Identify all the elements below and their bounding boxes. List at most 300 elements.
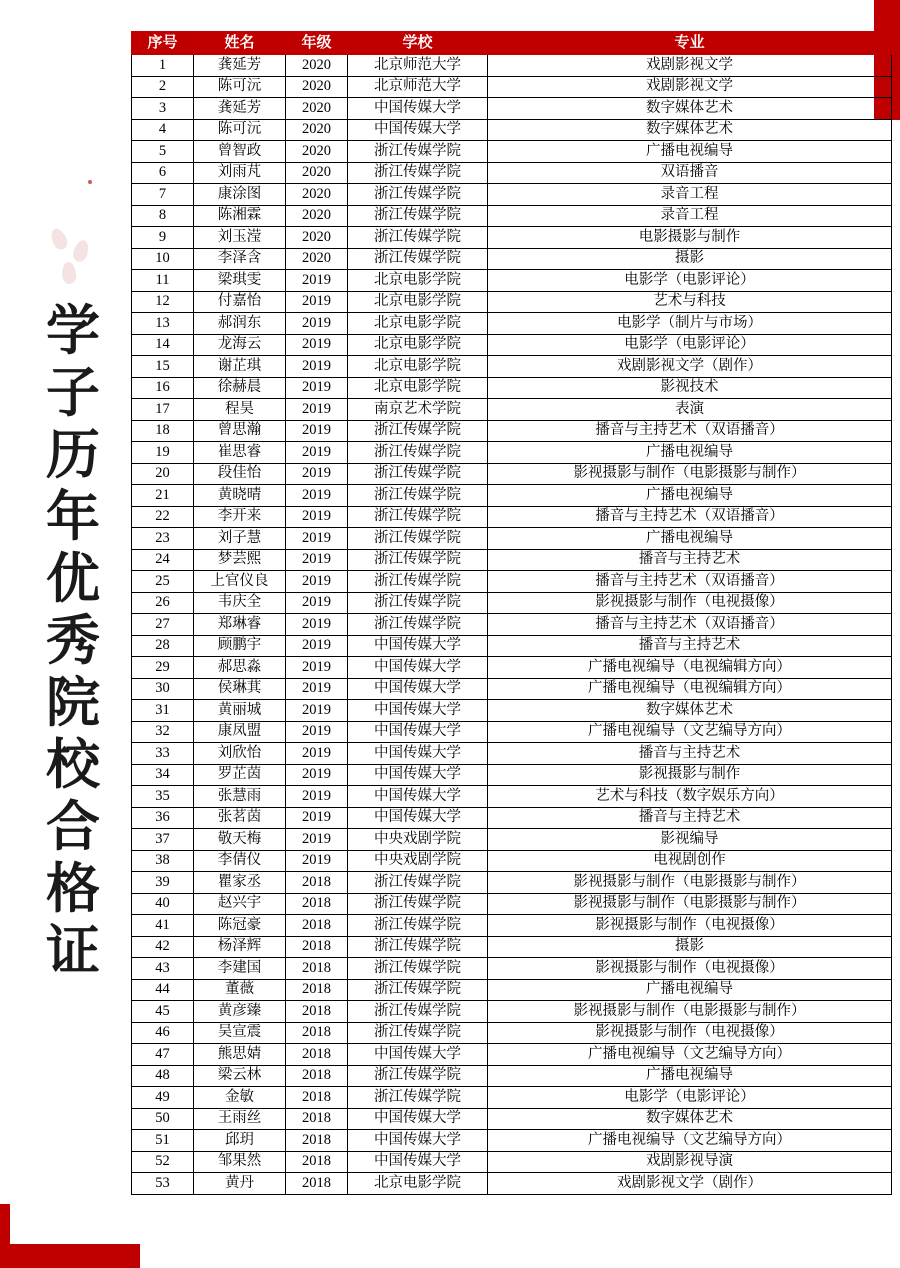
decorative-dot [88,180,92,184]
table-row [132,614,892,636]
cell-school: 浙江传媒学院 [348,184,488,206]
cell-year: 2018 [286,936,348,958]
table-row [132,549,892,571]
cell-name: 李泽含 [194,248,286,270]
cell-index: 31 [132,700,194,722]
table-row [132,721,892,743]
cell-year: 2019 [286,356,348,378]
cell-school: 北京电影学院 [348,356,488,378]
cell-year: 2018 [286,979,348,1001]
cell-major: 播音与主持艺术（双语播音） [488,420,892,442]
cell-name: 刘玉滢 [194,227,286,249]
table-row [132,485,892,507]
table-row [132,463,892,485]
table-row [132,270,892,292]
cell-school: 中国传媒大学 [348,1044,488,1066]
cell-index: 8 [132,205,194,227]
cell-name: 徐赫晨 [194,377,286,399]
table-row [132,119,892,141]
cell-index: 27 [132,614,194,636]
cell-major: 影视摄影与制作（电视摄像） [488,1022,892,1044]
table-row [132,442,892,464]
cell-school: 北京电影学院 [348,334,488,356]
table-row [132,356,892,378]
decorative-petal-icon [48,226,70,252]
table-body [132,55,892,1195]
table-row [132,55,892,77]
cell-year: 2018 [286,1065,348,1087]
table-row [132,162,892,184]
cell-index: 53 [132,1173,194,1195]
column-header-major: 专业 [488,32,892,55]
cell-major: 广播电视编导（文艺编导方向） [488,1130,892,1152]
cell-school: 中国传媒大学 [348,764,488,786]
cell-major: 摄影 [488,936,892,958]
cell-index: 12 [132,291,194,313]
cell-major: 艺术与科技（数字娱乐方向） [488,786,892,808]
cell-year: 2020 [286,141,348,163]
cell-school: 浙江传媒学院 [348,485,488,507]
table-row [132,377,892,399]
records-table-container [131,31,891,1195]
cell-year: 2019 [286,506,348,528]
cell-name: 梁云林 [194,1065,286,1087]
cell-name: 董薇 [194,979,286,1001]
cell-major: 电影摄影与制作 [488,227,892,249]
cell-name: 陈可沅 [194,76,286,98]
cell-year: 2019 [286,592,348,614]
cell-index: 11 [132,270,194,292]
cell-index: 1 [132,55,194,77]
cell-major: 戏剧影视导演 [488,1151,892,1173]
cell-school: 中国传媒大学 [348,700,488,722]
cell-school: 中国传媒大学 [348,678,488,700]
cell-school: 中国传媒大学 [348,721,488,743]
cell-year: 2019 [286,442,348,464]
cell-name: 付嘉怡 [194,291,286,313]
cell-index: 43 [132,958,194,980]
cell-year: 2019 [286,528,348,550]
table-row [132,334,892,356]
cell-major: 戏剧影视文学（剧作） [488,356,892,378]
table-row [132,1044,892,1066]
cell-name: 李开来 [194,506,286,528]
table-row [132,141,892,163]
cell-major: 影视技术 [488,377,892,399]
table-row [132,1001,892,1023]
cell-major: 广播电视编导 [488,485,892,507]
table-row [132,98,892,120]
table-row [132,1087,892,1109]
cell-major: 广播电视编导（电视编辑方向） [488,678,892,700]
table-row [132,1022,892,1044]
cell-school: 浙江传媒学院 [348,1001,488,1023]
cell-year: 2018 [286,1044,348,1066]
table-row [132,1151,892,1173]
table-row [132,743,892,765]
cell-year: 2020 [286,162,348,184]
cell-school: 浙江传媒学院 [348,442,488,464]
table-row [132,399,892,421]
cell-name: 敬天梅 [194,829,286,851]
cell-major: 数字媒体艺术 [488,700,892,722]
cell-school: 浙江传媒学院 [348,893,488,915]
cell-year: 2018 [286,1151,348,1173]
cell-index: 5 [132,141,194,163]
cell-name: 郑琳睿 [194,614,286,636]
column-header-index: 序号 [132,32,194,55]
cell-major: 播音与主持艺术 [488,635,892,657]
table-row [132,829,892,851]
table-row [132,1173,892,1195]
cell-year: 2020 [286,205,348,227]
cell-year: 2018 [286,1173,348,1195]
cell-major: 播音与主持艺术（双语播音） [488,571,892,593]
table-row [132,313,892,335]
cell-school: 浙江传媒学院 [348,463,488,485]
cell-school: 浙江传媒学院 [348,248,488,270]
cell-major: 录音工程 [488,205,892,227]
cell-school: 浙江传媒学院 [348,205,488,227]
cell-major: 戏剧影视文学 [488,55,892,77]
table-row [132,958,892,980]
cell-index: 37 [132,829,194,851]
cell-index: 23 [132,528,194,550]
cell-name: 曾思瀚 [194,420,286,442]
cell-index: 21 [132,485,194,507]
cell-name: 程昊 [194,399,286,421]
cell-year: 2018 [286,915,348,937]
cell-index: 16 [132,377,194,399]
cell-index: 10 [132,248,194,270]
cell-year: 2019 [286,485,348,507]
cell-major: 影视摄影与制作（电视摄像） [488,958,892,980]
cell-major: 电影学（电影评论） [488,1087,892,1109]
table-row [132,936,892,958]
cell-major: 双语播音 [488,162,892,184]
cell-year: 2019 [286,829,348,851]
cell-name: 龙海云 [194,334,286,356]
cell-school: 浙江传媒学院 [348,141,488,163]
cell-name: 黄晓晴 [194,485,286,507]
cell-major: 广播电视编导（文艺编导方向） [488,1044,892,1066]
table-row [132,678,892,700]
cell-year: 2019 [286,549,348,571]
cell-index: 6 [132,162,194,184]
table-row [132,915,892,937]
cell-index: 35 [132,786,194,808]
cell-name: 瞿家丞 [194,872,286,894]
cell-name: 谢芷琪 [194,356,286,378]
cell-school: 北京电影学院 [348,313,488,335]
cell-major: 播音与主持艺术 [488,549,892,571]
cell-name: 陈湘霖 [194,205,286,227]
cell-school: 南京艺术学院 [348,399,488,421]
table-row [132,1108,892,1130]
cell-major: 艺术与科技 [488,291,892,313]
cell-index: 17 [132,399,194,421]
cell-school: 中国传媒大学 [348,119,488,141]
cell-year: 2019 [286,657,348,679]
records-table [131,31,892,1195]
cell-index: 7 [132,184,194,206]
cell-name: 龚延芳 [194,98,286,120]
cell-name: 杨泽辉 [194,936,286,958]
cell-name: 韦庆全 [194,592,286,614]
cell-name: 段佳怡 [194,463,286,485]
cell-year: 2020 [286,76,348,98]
cell-year: 2019 [286,399,348,421]
cell-school: 浙江传媒学院 [348,958,488,980]
cell-name: 张茗茵 [194,807,286,829]
cell-year: 2019 [286,678,348,700]
cell-index: 45 [132,1001,194,1023]
cell-school: 北京师范大学 [348,55,488,77]
cell-school: 浙江传媒学院 [348,872,488,894]
cell-index: 26 [132,592,194,614]
cell-index: 39 [132,872,194,894]
cell-year: 2020 [286,184,348,206]
cell-name: 赵兴宇 [194,893,286,915]
cell-school: 中国传媒大学 [348,1151,488,1173]
cell-name: 金敏 [194,1087,286,1109]
cell-index: 38 [132,850,194,872]
cell-index: 2 [132,76,194,98]
table-row [132,893,892,915]
cell-year: 2018 [286,893,348,915]
cell-year: 2019 [286,743,348,765]
cell-school: 浙江传媒学院 [348,227,488,249]
cell-index: 46 [132,1022,194,1044]
cell-year: 2019 [286,270,348,292]
cell-index: 36 [132,807,194,829]
table-row [132,786,892,808]
cell-index: 28 [132,635,194,657]
table-row [132,657,892,679]
cell-index: 9 [132,227,194,249]
table-header-row [132,32,892,55]
table-row [132,1130,892,1152]
table-row [132,227,892,249]
cell-year: 2019 [286,420,348,442]
cell-major: 数字媒体艺术 [488,98,892,120]
cell-name: 李建国 [194,958,286,980]
cell-school: 浙江传媒学院 [348,936,488,958]
decorative-petal-icon [61,261,77,284]
cell-year: 2018 [286,1022,348,1044]
cell-year: 2020 [286,248,348,270]
cell-major: 广播电视编导 [488,979,892,1001]
cell-index: 15 [132,356,194,378]
cell-school: 浙江传媒学院 [348,1065,488,1087]
cell-major: 数字媒体艺术 [488,1108,892,1130]
column-header-school: 学校 [348,32,488,55]
column-header-year: 年级 [286,32,348,55]
cell-name: 郝润东 [194,313,286,335]
cell-year: 2018 [286,1108,348,1130]
cell-index: 42 [132,936,194,958]
cell-school: 中国传媒大学 [348,743,488,765]
cell-index: 13 [132,313,194,335]
cell-index: 18 [132,420,194,442]
cell-major: 影视摄影与制作 [488,764,892,786]
cell-major: 摄影 [488,248,892,270]
cell-name: 康凤盟 [194,721,286,743]
cell-school: 北京电影学院 [348,1173,488,1195]
table-row [132,592,892,614]
cell-school: 浙江传媒学院 [348,506,488,528]
cell-name: 黄彦臻 [194,1001,286,1023]
cell-index: 52 [132,1151,194,1173]
cell-index: 41 [132,915,194,937]
cell-major: 广播电视编导（电视编辑方向） [488,657,892,679]
cell-school: 浙江传媒学院 [348,1087,488,1109]
decorative-bar-bottom-left-vertical [0,1204,10,1244]
cell-index: 48 [132,1065,194,1087]
cell-major: 电视剧创作 [488,850,892,872]
cell-index: 40 [132,893,194,915]
cell-major: 影视摄影与制作（电影摄影与制作） [488,872,892,894]
cell-name: 李倩仪 [194,850,286,872]
cell-school: 浙江传媒学院 [348,549,488,571]
table-row [132,506,892,528]
cell-index: 34 [132,764,194,786]
table-row [132,1065,892,1087]
cell-school: 浙江传媒学院 [348,1022,488,1044]
cell-index: 33 [132,743,194,765]
cell-year: 2020 [286,55,348,77]
cell-major: 影视摄影与制作（电视摄像） [488,592,892,614]
cell-major: 影视摄影与制作（电视摄像） [488,915,892,937]
cell-name: 熊思婧 [194,1044,286,1066]
cell-major: 播音与主持艺术（双语播音） [488,614,892,636]
cell-year: 2019 [286,721,348,743]
cell-name: 陈可沅 [194,119,286,141]
cell-major: 广播电视编导 [488,442,892,464]
cell-index: 4 [132,119,194,141]
cell-year: 2020 [286,98,348,120]
cell-year: 2018 [286,872,348,894]
cell-year: 2020 [286,119,348,141]
cell-name: 龚延芳 [194,55,286,77]
page-title: 学子历年优秀院校合格证 [46,301,100,981]
cell-school: 北京师范大学 [348,76,488,98]
cell-school: 浙江传媒学院 [348,528,488,550]
cell-year: 2019 [286,614,348,636]
cell-index: 24 [132,549,194,571]
table-row [132,184,892,206]
cell-school: 浙江传媒学院 [348,571,488,593]
cell-school: 中央戏剧学院 [348,850,488,872]
cell-major: 影视摄影与制作（电影摄影与制作） [488,893,892,915]
table-row [132,291,892,313]
cell-school: 中国传媒大学 [348,807,488,829]
cell-name: 郝思淼 [194,657,286,679]
cell-year: 2019 [286,313,348,335]
table-row [132,528,892,550]
table-header [132,32,892,55]
cell-name: 康涂图 [194,184,286,206]
table-row [132,872,892,894]
cell-name: 张慧雨 [194,786,286,808]
table-row [132,420,892,442]
cell-major: 广播电视编导（文艺编导方向） [488,721,892,743]
cell-school: 浙江传媒学院 [348,592,488,614]
cell-name: 刘子慧 [194,528,286,550]
cell-year: 2018 [286,1087,348,1109]
cell-index: 50 [132,1108,194,1130]
cell-name: 邱玥 [194,1130,286,1152]
cell-year: 2019 [286,764,348,786]
cell-name: 陈冠豪 [194,915,286,937]
cell-name: 刘雨芃 [194,162,286,184]
cell-major: 广播电视编导 [488,528,892,550]
cell-year: 2019 [286,571,348,593]
cell-school: 中国传媒大学 [348,98,488,120]
cell-major: 播音与主持艺术 [488,743,892,765]
table-row [132,248,892,270]
column-header-name: 姓名 [194,32,286,55]
cell-year: 2020 [286,227,348,249]
table-row [132,700,892,722]
cell-school: 北京电影学院 [348,291,488,313]
cell-year: 2019 [286,291,348,313]
decorative-bar-bottom-left [0,1244,140,1268]
table-row [132,979,892,1001]
cell-major: 电影学（电影评论） [488,334,892,356]
table-row [132,807,892,829]
cell-school: 北京电影学院 [348,270,488,292]
cell-name: 刘欣怡 [194,743,286,765]
cell-year: 2018 [286,958,348,980]
cell-index: 47 [132,1044,194,1066]
cell-name: 王雨丝 [194,1108,286,1130]
cell-index: 32 [132,721,194,743]
cell-index: 25 [132,571,194,593]
cell-index: 29 [132,657,194,679]
table-row [132,850,892,872]
cell-name: 崔思睿 [194,442,286,464]
cell-name: 罗芷茵 [194,764,286,786]
cell-year: 2018 [286,1001,348,1023]
cell-year: 2019 [286,700,348,722]
cell-major: 数字媒体艺术 [488,119,892,141]
cell-major: 广播电视编导 [488,1065,892,1087]
cell-school: 中国传媒大学 [348,1130,488,1152]
table-row [132,205,892,227]
cell-major: 影视摄影与制作（电影摄影与制作） [488,1001,892,1023]
cell-major: 录音工程 [488,184,892,206]
cell-major: 影视编导 [488,829,892,851]
cell-major: 电影学（制片与市场） [488,313,892,335]
cell-name: 侯琳萁 [194,678,286,700]
cell-name: 梦芸熙 [194,549,286,571]
cell-major: 表演 [488,399,892,421]
cell-school: 中国传媒大学 [348,635,488,657]
table-row [132,76,892,98]
cell-major: 播音与主持艺术 [488,807,892,829]
cell-index: 51 [132,1130,194,1152]
cell-year: 2019 [286,463,348,485]
cell-major: 电影学（电影评论） [488,270,892,292]
table-row [132,635,892,657]
cell-name: 黄丹 [194,1173,286,1195]
cell-school: 浙江传媒学院 [348,162,488,184]
cell-name: 梁琪雯 [194,270,286,292]
decorative-petal-icon [71,238,91,263]
cell-year: 2018 [286,1130,348,1152]
cell-index: 20 [132,463,194,485]
